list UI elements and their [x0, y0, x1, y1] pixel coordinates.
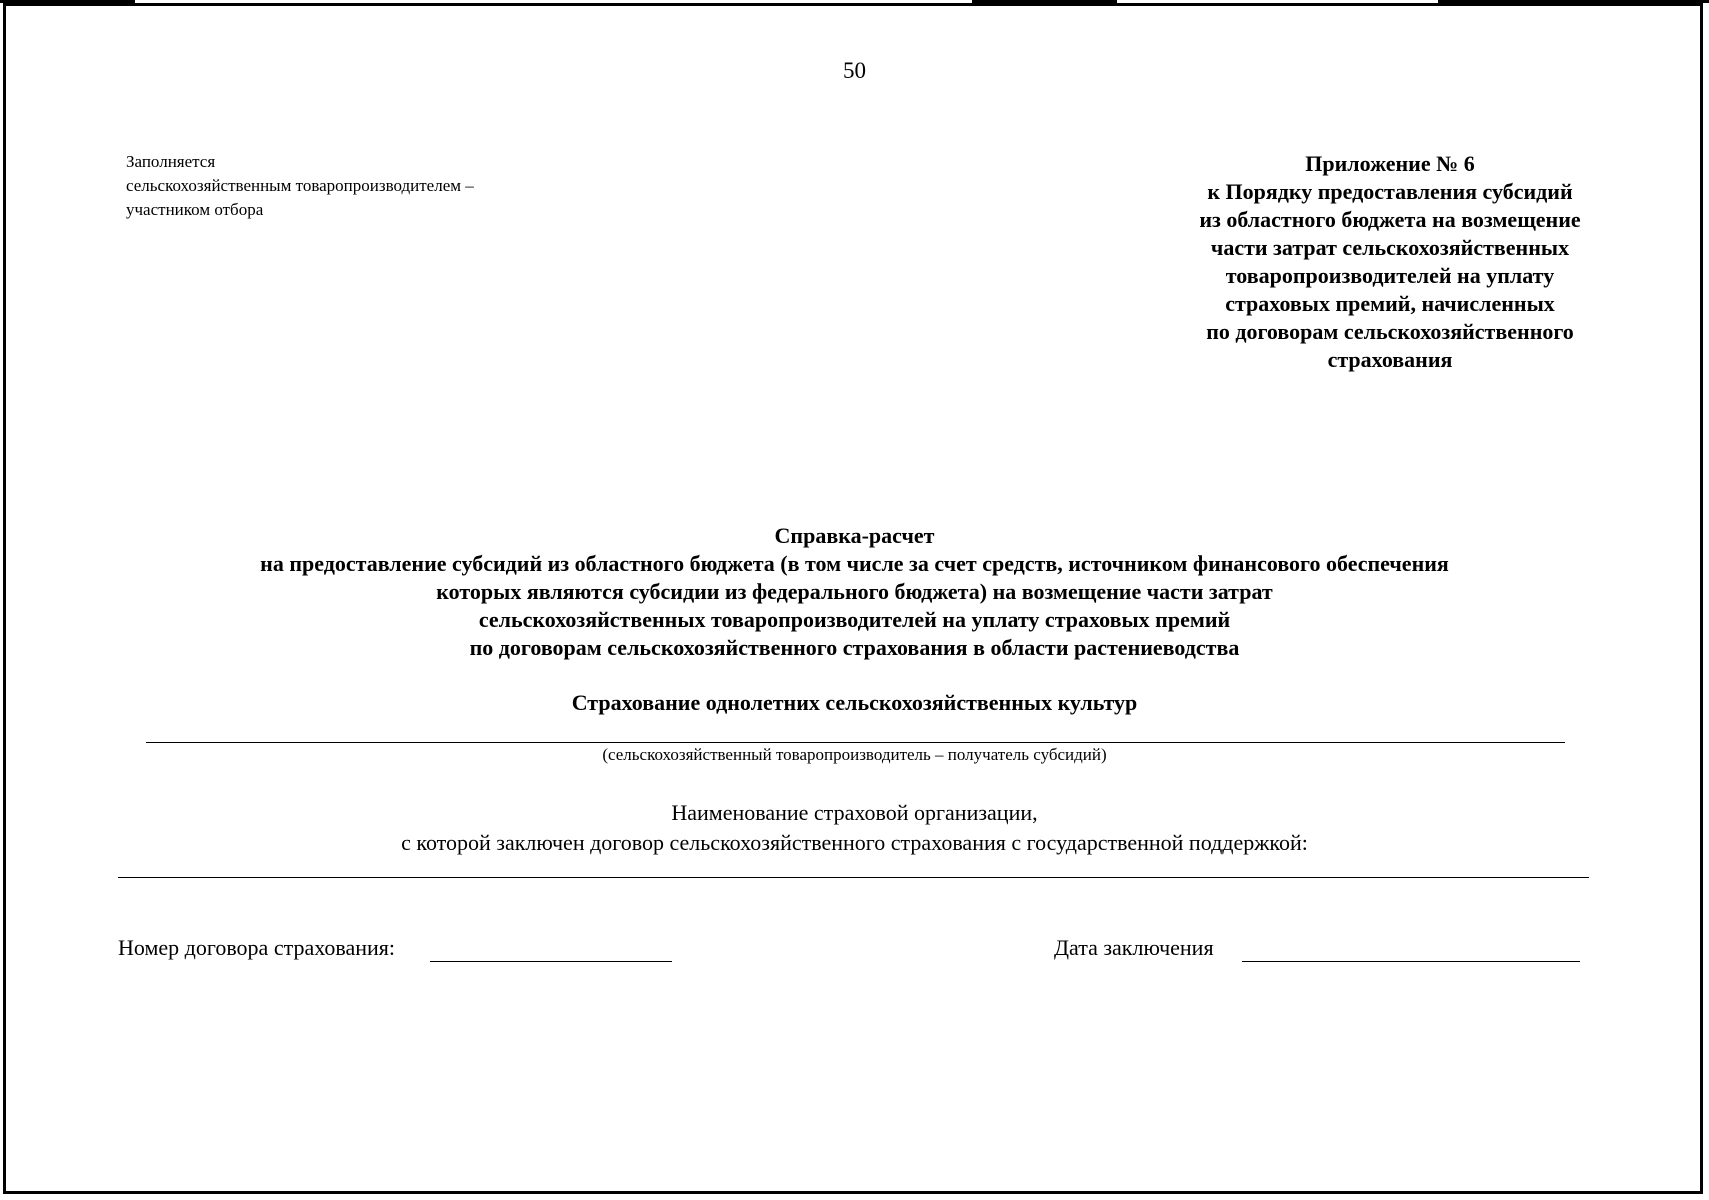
appendix-line: части затрат сельскохозяйственных: [1210, 235, 1570, 260]
document-title-line: на предоставление субсидий из областного бюджета (в том числе за счет средств, источником финансового обеспечения: [260, 551, 1449, 576]
scan-mark-right: [1438, 0, 1709, 3]
insurer-label-line: с которой заключен договор сельскохозяйственного страхования с государственной поддержкой:: [401, 830, 1308, 855]
document-title-line: сельскохозяйственных товаропроизводителей на уплату страховых премий: [478, 607, 1231, 632]
document-title-line: которых являются субсидии из федерального бюджета) на возмещение части затрат: [436, 579, 1273, 604]
page-number: 50: [843, 58, 866, 83]
fill-note-line: участником отбора: [126, 200, 264, 219]
document-subtitle: Страхование однолетних сельскохозяйственных культур: [571, 690, 1138, 715]
contract-date-line[interactable]: [1242, 961, 1580, 962]
appendix-heading: [1140, 150, 1640, 374]
appendix-line: по договорам сельскохозяйственного: [1206, 319, 1574, 344]
appendix-line: страхования: [1327, 347, 1453, 372]
document-title-heading: Справка-расчет: [774, 523, 935, 548]
appendix-line: Приложение № 6: [1305, 151, 1475, 176]
appendix-line: страховых премий, начисленных: [1225, 291, 1555, 316]
fill-note-line: сельскохозяйственным товаропроизводителем –: [126, 176, 474, 195]
insurer-label-line: Наименование страховой организации,: [671, 800, 1038, 825]
contract-number-line[interactable]: [430, 961, 672, 962]
scan-mark-left: [0, 0, 135, 3]
insurer-label: [0, 798, 1709, 858]
fill-note-line: Заполняется: [126, 152, 216, 171]
appendix-line: товаропроизводителей на уплату: [1225, 263, 1555, 288]
fill-note: [126, 150, 474, 222]
document-title: [0, 522, 1709, 662]
document-title-line: по договорам сельскохозяйственного страхования в области растениеводства: [469, 635, 1240, 660]
appendix-line: из областного бюджета на возмещение: [1199, 207, 1581, 232]
scan-mark-center: [972, 0, 1117, 3]
producer-name-caption: (сельскохозяйственный товаропроизводитель – получатель субсидий): [602, 745, 1107, 764]
contract-number-label: Номер договора страхования:: [118, 935, 396, 960]
insurer-name-line[interactable]: [118, 877, 1589, 878]
producer-name-line[interactable]: [146, 742, 1565, 743]
appendix-line: к Порядку предоставления субсидий: [1207, 179, 1573, 204]
contract-date-label: Дата заключения: [1054, 935, 1214, 960]
